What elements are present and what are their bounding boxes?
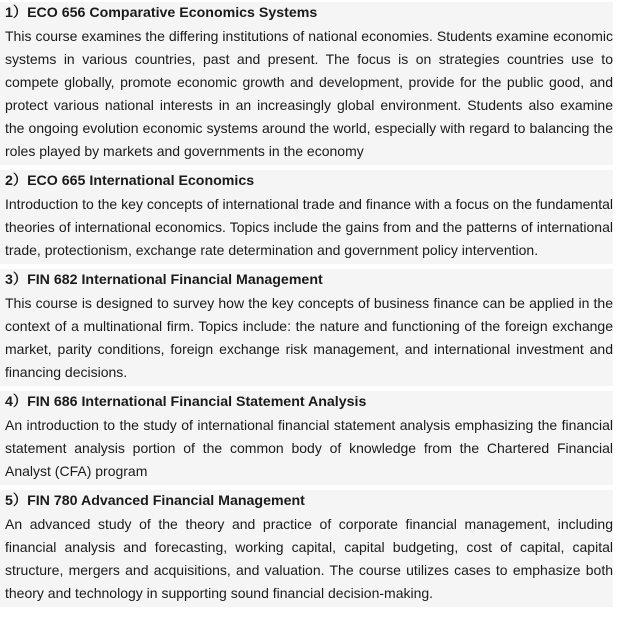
- course-description: This course examines the differing institutions of national economies. Students examine economic systems in various countries, past and present. The focus is on strategies countries use to compete globally, promote economic growth and development, provide for the public good, and protect various national interests in an increasingly global environment. Students also examine the ongoing evolution economic systems around the world, especially with regard to balancing the roles played by markets and governments in the economy: [5, 28, 613, 159]
- course-title: 1）ECO 656 Comparative Economics Systems: [5, 5, 318, 21]
- course-description: This course is designed to survey how the key concepts of business finance can be applied in the context of a multinational firm. Topics include: the nature and functioning of the foreign exchange market, parity conditions, foreign exchange risk management, and international investment and financing decisions.: [5, 295, 613, 380]
- course-title: 2）ECO 665 International Economics: [5, 173, 255, 189]
- course-title: 5）FIN 780 Advanced Financial Management: [5, 493, 305, 509]
- course-title: 3）FIN 682 International Financial Management: [5, 272, 323, 288]
- course-title: 4）FIN 686 International Financial Statement Analysis: [5, 394, 367, 410]
- course-item-fin-780: [0, 490, 613, 607]
- course-description: Introduction to the key concepts of international trade and finance with a focus on the fundamental theories of international economics. Topics include the gains from and the patterns of international trade, protectionism, exchange rate determination and government policy intervention.: [5, 196, 613, 258]
- course-item-fin-682: [0, 269, 613, 386]
- course-description: An introduction to the study of international financial statement analysis emphasizing the financial statement analysis portion of the common body of knowledge from the Chartered Financial Analyst (CFA) program: [5, 417, 613, 479]
- course-item-eco-665: [0, 170, 613, 264]
- course-description: An advanced study of the theory and practice of corporate financial management, including financial analysis and forecasting, working capital, capital budgeting, cost of capital, capital structure, mergers and acquisitions, and valuation. The course utilizes cases to emphasize both theory and technology in supporting sound financial decision-making.: [5, 516, 613, 601]
- course-item-eco-656: [0, 2, 613, 165]
- course-item-fin-686: [0, 391, 613, 485]
